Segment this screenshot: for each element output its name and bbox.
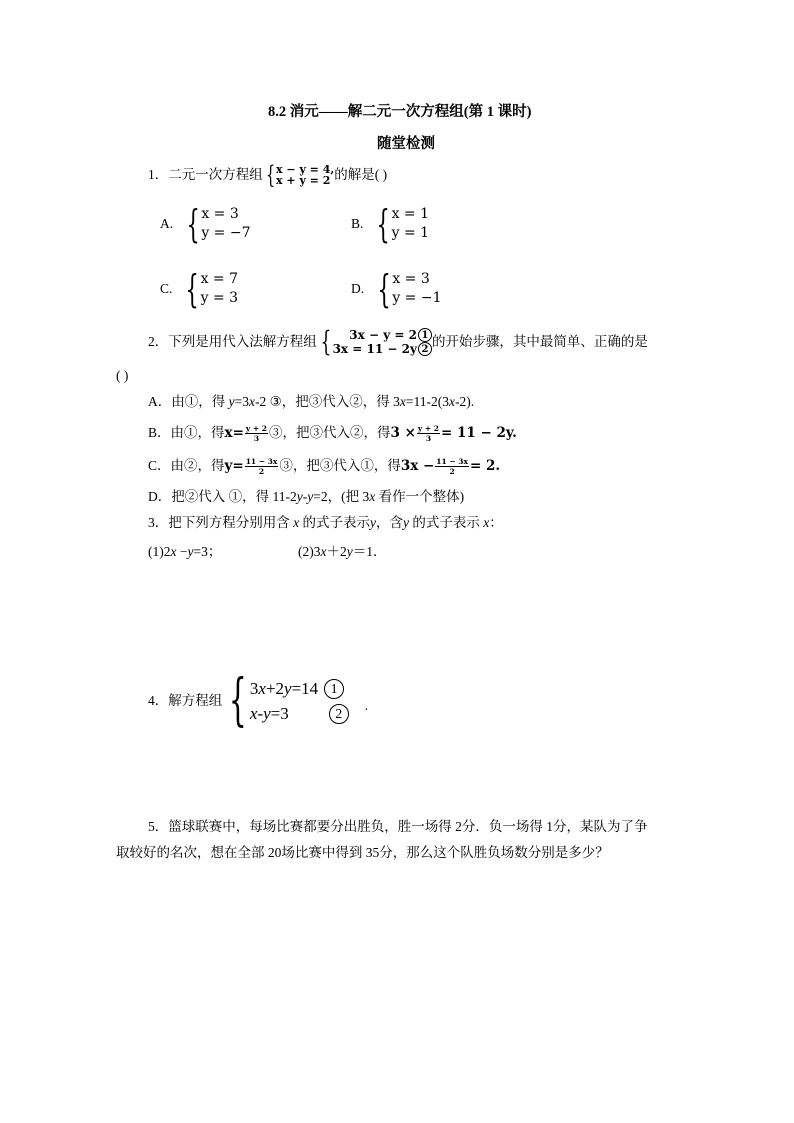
left-brace-icon: {	[376, 202, 391, 246]
q1-eq2: x + y = 2	[276, 174, 331, 187]
q2-option-c[interactable]	[148, 454, 500, 478]
var: x	[249, 704, 258, 723]
text: =11-2(3	[405, 394, 449, 409]
var: x	[293, 515, 300, 530]
text: 的式子表示	[409, 515, 484, 530]
question-2	[148, 327, 648, 357]
text: B．由①，得	[148, 425, 225, 440]
q2-option-b[interactable]	[148, 421, 517, 445]
q1-system	[263, 163, 334, 187]
expr: 3x −	[400, 458, 435, 474]
text: =2，(把 3	[313, 489, 370, 504]
option-line-2: y = −7	[201, 225, 251, 241]
text: 看作一个整体)	[375, 489, 465, 504]
text: C．由②，得	[148, 458, 225, 473]
q2-option-d[interactable]	[148, 488, 464, 506]
text: -2 ③，把③代入②，得 3	[255, 394, 400, 409]
text: A．由①，得	[148, 394, 229, 409]
q4-eq2	[250, 701, 349, 726]
q3-part-1	[148, 543, 221, 561]
left-brace-icon: {	[320, 325, 332, 358]
text: D．把②代入 ①，得 11-2	[148, 489, 297, 504]
option-line-1: x = 1	[391, 206, 430, 222]
text: (2)3	[298, 544, 321, 559]
expr: = 2.	[469, 458, 501, 474]
var: x	[170, 544, 177, 559]
expr: 3 ×	[390, 425, 416, 441]
equals: =	[232, 458, 244, 474]
q2-system	[317, 325, 432, 358]
text: -2).	[454, 394, 475, 409]
q1-option-a[interactable]	[160, 204, 251, 244]
text: =14	[291, 679, 319, 698]
q1-prefix: 1．二元一次方程组	[148, 167, 263, 182]
q4-suffix: .	[364, 698, 369, 713]
var: y	[224, 458, 233, 474]
var: y	[228, 394, 235, 409]
var: x	[320, 544, 327, 559]
q4-prefix: 4．解方程组	[148, 693, 223, 708]
text: ＝1．	[352, 544, 387, 559]
page-subtitle: 随堂检测	[377, 136, 435, 152]
text: =3	[234, 394, 249, 409]
question-5-line-1: 5．篮球联赛中，每场比赛都要分出胜负，胜一场得 2分．负一场得 1分，某队为了争	[148, 819, 648, 834]
text: ③，把③代入②，得	[268, 425, 391, 440]
option-line-2: y = −1	[392, 290, 442, 306]
option-line-1: x = 7	[200, 271, 239, 287]
var: x	[399, 394, 406, 409]
q2-answer-paren: ( )	[116, 368, 129, 383]
fraction	[417, 424, 440, 443]
option-line-1: x = 3	[201, 206, 239, 222]
q1-option-c[interactable]	[160, 269, 238, 309]
denominator: 2	[449, 466, 455, 476]
q2-eq2: 3x = 11 − 2y	[332, 342, 417, 356]
circled-two-icon: 2	[418, 342, 432, 356]
option-line-2: y = 1	[391, 225, 430, 241]
question-1	[148, 163, 387, 187]
q1-eq1: x − y = 4,	[276, 163, 335, 176]
circled-one-icon: 1	[418, 328, 432, 342]
text: +2	[265, 679, 285, 698]
expr: = 11 − 2y.	[440, 425, 517, 441]
left-brace-icon: {	[186, 202, 200, 246]
option-line-1: x = 3	[392, 271, 430, 287]
numerator: 11 − 3x	[245, 456, 278, 466]
var: y	[403, 515, 409, 530]
text: ③，把③代入①，得	[279, 458, 401, 473]
q1-option-b[interactable]	[351, 204, 429, 244]
q1-suffix: 的解是( )	[334, 167, 388, 182]
option-line-2: y = 3	[200, 290, 239, 306]
text: 的式子表示	[299, 515, 370, 530]
text: ＋2	[326, 544, 347, 559]
numerator: 11 − 3x	[436, 456, 468, 466]
circled-two-icon: 2	[329, 704, 349, 724]
denominator: 3	[425, 433, 432, 443]
var: x	[483, 515, 490, 530]
text: ，含	[376, 515, 403, 530]
circled-one-icon: 1	[324, 679, 344, 699]
numerator: y + 2	[245, 423, 267, 433]
text: (1)2	[148, 544, 171, 559]
option-label: B.	[351, 216, 364, 231]
q4-eq1	[250, 676, 349, 701]
q2-option-a[interactable]	[148, 393, 474, 411]
text: =3；	[193, 544, 222, 559]
text: ：	[489, 515, 503, 530]
var: y	[370, 515, 376, 530]
page-title: 8.2 消元——解二元一次方程组(第 1 课时)	[268, 104, 532, 120]
var: y	[284, 679, 292, 698]
q2-suffix: 的开始步骤，其中最简单、正确的是	[431, 334, 648, 349]
denominator: 2	[258, 466, 265, 476]
fraction	[245, 457, 279, 476]
text: 3	[249, 679, 259, 698]
fraction	[245, 424, 268, 443]
option-label: C.	[160, 281, 173, 296]
q1-option-d[interactable]	[351, 269, 442, 309]
denominator: 3	[253, 433, 260, 443]
var: y	[307, 489, 314, 504]
question-4	[148, 668, 369, 733]
var: y	[346, 544, 353, 559]
var: y	[187, 544, 194, 559]
left-brace-icon: {	[229, 668, 247, 733]
equals: =	[232, 425, 244, 441]
var: y	[296, 489, 303, 504]
var: x	[448, 394, 455, 409]
text: =3	[270, 704, 289, 723]
left-brace-icon: {	[265, 161, 275, 189]
text: 3．把下列方程分别用含	[148, 515, 294, 530]
fraction	[435, 457, 469, 476]
text: −	[176, 544, 188, 559]
option-label: A.	[160, 216, 174, 231]
text: -	[302, 489, 308, 504]
text: -	[257, 704, 264, 723]
var: x	[224, 425, 233, 441]
question-3	[148, 514, 503, 532]
q2-eq1: 3x − y = 2	[349, 328, 417, 342]
var: x	[369, 489, 376, 504]
left-brace-icon: {	[185, 267, 200, 311]
q3-part-2	[298, 543, 387, 561]
option-label: D.	[351, 281, 365, 296]
var: x	[249, 394, 255, 409]
left-brace-icon: {	[377, 267, 391, 311]
question-5-line-2: 取较好的名次，想在全部 20场比赛中得到 35分，那么这个队胜负场数分别是多少？	[116, 845, 609, 860]
var: x	[258, 679, 266, 698]
var: y	[263, 704, 271, 723]
numerator: y + 2	[417, 423, 439, 433]
q2-prefix: 2．下列是用代入法解方程组	[148, 334, 317, 349]
